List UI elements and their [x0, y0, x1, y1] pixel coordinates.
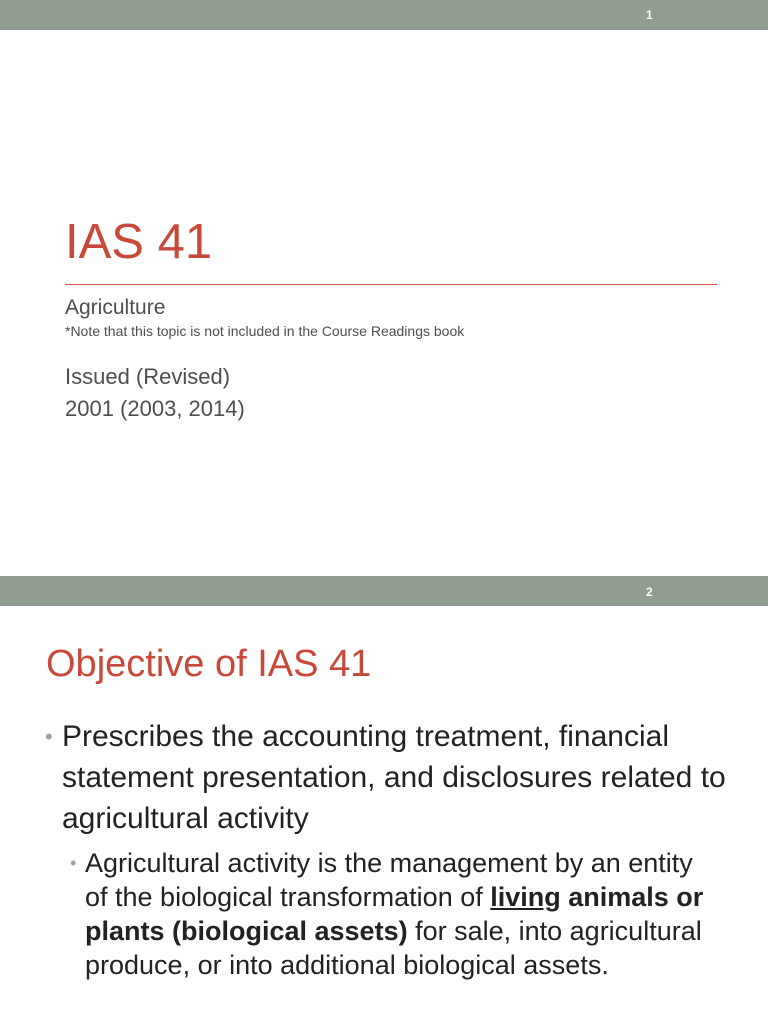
bullet-dot-icon: •: [70, 853, 77, 873]
slide-2-header-bar: [0, 576, 768, 606]
slide-2-title: Objective of IAS 41: [46, 643, 372, 685]
bullet-text: Prescribes the accounting treatment, financial statement presentation, and disclosures related to agricultural activity: [62, 720, 726, 835]
title-divider: [65, 284, 717, 285]
slide-1-note: *Note that this topic is not included in the Course Readings book: [65, 323, 465, 339]
issued-years: 2001 (2003, 2014): [65, 396, 245, 421]
sub-bullet-text: [85, 846, 720, 982]
slide-number: 2: [646, 585, 653, 599]
bullet-item: [45, 716, 745, 839]
underlined-term: living: [490, 882, 561, 912]
bold-term: animals or plants (biological assets): [85, 882, 704, 946]
slide-1-subtitle: Agriculture: [65, 296, 166, 319]
slide-1-title: IAS 41: [65, 215, 213, 269]
issued-label: Issued (Revised): [65, 364, 231, 389]
sub-bullet-text-part: Agricultural activity is the management by an entity of the biological transformation of: [85, 848, 693, 912]
sub-bullet-item: [70, 846, 720, 982]
bullet-dot-icon: •: [45, 724, 53, 749]
slide-1-header-bar: [0, 0, 768, 30]
sub-bullet-text-part: for sale, into agricultural produce, or into additional biological assets.: [85, 916, 702, 980]
slide-number: 1: [646, 8, 653, 22]
